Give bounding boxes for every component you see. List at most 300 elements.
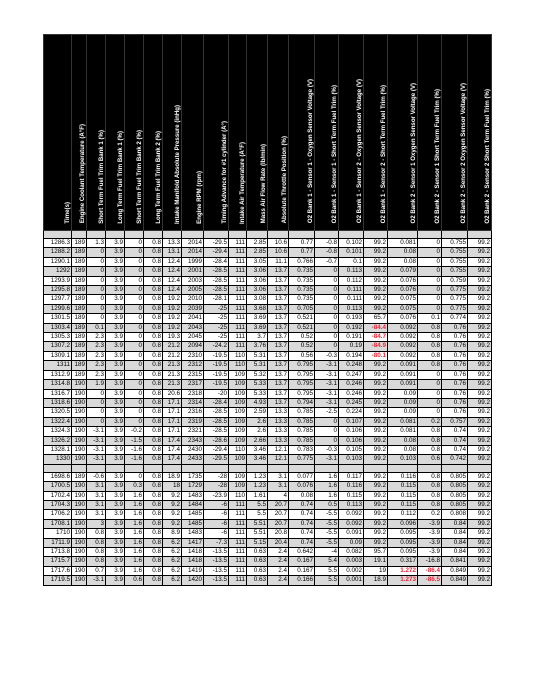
table-cell: 99.2	[468, 427, 492, 436]
table-cell: 1700.5	[44, 482, 72, 491]
table-cell: 0.091	[388, 370, 418, 379]
table-cell: 0.075	[388, 304, 418, 313]
table-cell: 99.2	[364, 286, 388, 295]
table-cell: 1288.2	[44, 248, 72, 257]
table-cell: 13.7	[268, 389, 289, 398]
table-cell: 0.849	[442, 576, 468, 585]
table-cell: 0.8	[144, 267, 163, 276]
table-cell: 13.7	[268, 342, 289, 351]
table-cell: 2.4	[268, 576, 289, 585]
table-cell: 0.113	[339, 304, 364, 313]
table-cell: 3.9	[106, 351, 125, 360]
table-cell: 99.2	[468, 314, 492, 323]
table-cell: 2039	[182, 304, 204, 313]
table-cell: 0	[87, 389, 106, 398]
table-row	[44, 370, 492, 379]
table-cell: 2318	[182, 389, 204, 398]
table-cell: 0.77	[289, 248, 315, 257]
table-cell: -13.5	[204, 576, 229, 585]
table-cell: 0.8	[144, 566, 163, 575]
table-cell: 190	[72, 482, 87, 491]
table-cell: 20.7	[268, 510, 289, 519]
table-cell: 3.76	[247, 342, 268, 351]
table-cell: 99.2	[364, 455, 388, 464]
table-cell: 3.9	[106, 314, 125, 323]
table-cell: 17.4	[163, 436, 182, 445]
table-cell: 2043	[182, 323, 204, 332]
table-cell: 1309.1	[44, 351, 72, 360]
table-cell: 0.111	[339, 286, 364, 295]
separator-cell	[388, 231, 418, 239]
table-cell: 0	[315, 323, 339, 332]
table-cell: 6.2	[163, 538, 182, 547]
table-cell: 0.079	[388, 267, 418, 276]
table-cell: 3.69	[247, 323, 268, 332]
table-cell: 0.735	[289, 286, 315, 295]
table-cell: 13.3	[268, 417, 289, 426]
column-header	[125, 35, 144, 231]
table-cell: 0.5	[315, 500, 339, 509]
table-cell: 0.785	[289, 436, 315, 445]
table-cell: 10.6	[268, 248, 289, 257]
table-cell: -0.6	[87, 472, 106, 481]
table-cell: -5.5	[315, 519, 339, 528]
table-cell: -3.9	[418, 538, 442, 547]
table-cell: -3.1	[87, 436, 106, 445]
column-header-label: O2 Bank 1 - Sensor 1 - Oxygen Sensor Voltage (V)	[307, 79, 314, 224]
separator-cell	[364, 231, 388, 239]
table-cell: 9.2	[163, 510, 182, 519]
table-cell: 5.32	[247, 370, 268, 379]
table-cell: 0	[125, 408, 144, 417]
table-cell: 99.2	[364, 445, 388, 454]
table-cell: 0.785	[289, 417, 315, 426]
table-cell: 2.66	[247, 436, 268, 445]
table-cell: 99.2	[468, 500, 492, 509]
column-header-label: Absolute Throttle Position (%)	[281, 136, 288, 224]
table-row	[44, 538, 492, 547]
table-cell: 2.3	[87, 351, 106, 360]
table-cell: 13.7	[268, 333, 289, 342]
table-cell: 0.6	[418, 455, 442, 464]
table-cell: 2433	[182, 455, 204, 464]
table-cell: 0	[315, 304, 339, 313]
table-cell: 2316	[182, 408, 204, 417]
table-cell: -6	[204, 519, 229, 528]
table-cell: 0.74	[442, 445, 468, 454]
table-cell: 0	[418, 380, 442, 389]
table-cell: 111	[229, 276, 247, 285]
table-cell: 1704.3	[44, 500, 72, 509]
table-cell: 0	[125, 323, 144, 332]
table-cell: 0.775	[289, 455, 315, 464]
table-cell: 0.8	[144, 445, 163, 454]
table-cell: 1322.4	[44, 417, 72, 426]
table-cell: 0.7	[87, 566, 106, 575]
table-cell: 19.2	[163, 314, 182, 323]
table-cell: 2.6	[247, 427, 268, 436]
table-cell: 21.3	[163, 361, 182, 370]
table-cell: 99.2	[364, 276, 388, 285]
table-cell: 4.93	[247, 398, 268, 407]
table-cell: 2041	[182, 314, 204, 323]
table-cell: 99.2	[468, 295, 492, 304]
table-cell: 0.795	[289, 380, 315, 389]
table-cell: 189	[72, 342, 87, 351]
table-cell: 111	[229, 286, 247, 295]
table-cell: 0.09	[339, 538, 364, 547]
table-cell: 6.2	[163, 557, 182, 566]
table-cell: 111	[229, 239, 247, 248]
table-cell: 0.775	[442, 286, 468, 295]
table-cell: 99.2	[468, 370, 492, 379]
table-cell: 99.2	[364, 500, 388, 509]
column-header-label: O2 Bank 1 - Sensor 1 - Short Term Fuel Trim (%)	[331, 85, 338, 224]
separator-cell	[44, 231, 72, 239]
separator-cell	[87, 464, 106, 472]
table-cell: -28.4	[204, 398, 229, 407]
table-cell: 0.84	[442, 529, 468, 538]
table-cell: 1999	[182, 257, 204, 266]
table-cell: 0.076	[388, 286, 418, 295]
column-header	[204, 35, 229, 231]
table-cell: 12.4	[163, 267, 182, 276]
table-cell: 1318.6	[44, 398, 72, 407]
table-cell: 99.2	[468, 482, 492, 491]
table-cell: 1293.9	[44, 276, 72, 285]
separator-cell	[106, 464, 125, 472]
table-cell: 0.8	[144, 248, 163, 257]
table-cell: 0.317	[388, 557, 418, 566]
table-cell: 2319	[182, 417, 204, 426]
table-cell: 0.001	[339, 576, 364, 585]
table-cell: 1485	[182, 519, 204, 528]
table-cell: 2.4	[268, 566, 289, 575]
table-cell: 99.2	[364, 304, 388, 313]
table-cell: 0	[125, 351, 144, 360]
table-cell: 0.76	[442, 370, 468, 379]
table-cell: 99.2	[364, 389, 388, 398]
table-cell: 189	[72, 351, 87, 360]
table-cell: 2045	[182, 333, 204, 342]
table-cell: 3.9	[106, 566, 125, 575]
column-header-label: Time(s)	[64, 202, 71, 224]
table-cell: 0.755	[442, 248, 468, 257]
table-cell: 111	[229, 519, 247, 528]
table-cell: 2317	[182, 380, 204, 389]
table-cell: 99.2	[364, 398, 388, 407]
table-cell: 17.1	[163, 417, 182, 426]
table-row	[44, 398, 492, 407]
table-cell: 190	[72, 427, 87, 436]
table-row	[44, 267, 492, 276]
table-cell: 0.8	[144, 519, 163, 528]
table-cell: 190	[72, 389, 87, 398]
table-row	[44, 380, 492, 389]
table-cell: 2.3	[87, 370, 106, 379]
table-cell: 13.7	[268, 380, 289, 389]
table-cell: 99.2	[364, 417, 388, 426]
table-cell: 99.2	[468, 548, 492, 557]
table-cell: 99.2	[364, 529, 388, 538]
table-cell: 1307.2	[44, 342, 72, 351]
table-cell: 0.101	[339, 248, 364, 257]
table-cell: 0	[418, 408, 442, 417]
table-cell: 0.8	[144, 576, 163, 585]
table-cell: 0.8	[144, 295, 163, 304]
table-cell: 99.2	[468, 333, 492, 342]
table-cell: 1.61	[247, 491, 268, 500]
table-cell: 0.8	[418, 427, 442, 436]
table-cell: -0.8	[315, 248, 339, 257]
table-cell: -19.5	[204, 361, 229, 370]
table-row	[44, 248, 492, 257]
table-row	[44, 491, 492, 500]
table-cell: 95.7	[364, 548, 388, 557]
table-cell: -3.1	[87, 455, 106, 464]
table-cell: 0.09	[388, 398, 418, 407]
table-cell: -28.5	[204, 427, 229, 436]
table-cell: 3.9	[106, 333, 125, 342]
table-cell: 0.091	[388, 361, 418, 370]
table-cell: -3.1	[315, 389, 339, 398]
table-cell: 10.6	[268, 239, 289, 248]
table-cell: 0.755	[442, 267, 468, 276]
table-cell: 0	[315, 427, 339, 436]
table-cell: 13.7	[268, 370, 289, 379]
table-cell: 3.9	[106, 500, 125, 509]
table-cell: 0	[125, 389, 144, 398]
table-cell: 0	[125, 342, 144, 351]
table-cell: 12.1	[268, 455, 289, 464]
table-cell: -19.5	[204, 351, 229, 360]
table-cell: 3.9	[106, 380, 125, 389]
table-cell: 0.167	[289, 566, 315, 575]
table-cell: 0.841	[442, 557, 468, 566]
table-cell: 0.52	[289, 342, 315, 351]
table-cell: 99.2	[364, 408, 388, 417]
table-cell: 99.2	[468, 380, 492, 389]
table-cell: 0	[315, 295, 339, 304]
table-cell: 13.3	[268, 436, 289, 445]
table-cell: 1418	[182, 548, 204, 557]
table-cell: 189	[72, 286, 87, 295]
table-cell: 3.9	[106, 538, 125, 547]
table-cell: 0.8	[418, 491, 442, 500]
table-cell: 1.3	[87, 239, 106, 248]
table-cell: 99.2	[364, 257, 388, 266]
separator-cell	[204, 231, 229, 239]
table-cell: 12.4	[163, 276, 182, 285]
table-cell: 0.74	[289, 538, 315, 547]
table-cell: 0.08	[388, 436, 418, 445]
table-cell: 0.735	[289, 295, 315, 304]
separator-row	[44, 231, 492, 239]
table-cell: 0.095	[388, 548, 418, 557]
table-cell: 0.111	[339, 295, 364, 304]
table-cell: 0	[125, 257, 144, 266]
table-cell: -13.5	[204, 557, 229, 566]
table-cell: 99.2	[468, 361, 492, 370]
table-cell: -29.4	[204, 445, 229, 454]
table-cell: 0	[418, 257, 442, 266]
table-cell: 1.6	[125, 566, 144, 575]
table-row	[44, 286, 492, 295]
table-cell: -5.5	[315, 510, 339, 519]
table-cell: 13.7	[268, 398, 289, 407]
table-cell: 0.8	[144, 389, 163, 398]
table-cell: 0	[87, 408, 106, 417]
table-cell: 1324.3	[44, 427, 72, 436]
table-cell: 0.8	[144, 333, 163, 342]
table-cell: -29.5	[204, 455, 229, 464]
table-cell: 0.1	[418, 314, 442, 323]
table-cell: 0	[315, 314, 339, 323]
table-row	[44, 257, 492, 266]
table-cell: 0.76	[442, 398, 468, 407]
table-row	[44, 408, 492, 417]
column-header-label: Intake Air Temperature (Â°F)	[239, 141, 246, 224]
table-cell: 21.2	[163, 351, 182, 360]
table-cell: 3.1	[268, 472, 289, 481]
table-cell: 0.8	[144, 351, 163, 360]
table-cell: 0.076	[289, 482, 315, 491]
table-cell: 0.096	[388, 519, 418, 528]
table-cell: 0.115	[388, 482, 418, 491]
table-cell: -29.4	[204, 248, 229, 257]
table-cell: -13.5	[204, 566, 229, 575]
table-cell: 0.8	[87, 557, 106, 566]
table-cell: 13.7	[268, 314, 289, 323]
table-cell: 13.7	[268, 361, 289, 370]
table-cell: 1303.4	[44, 323, 72, 332]
table-cell: 3.1	[87, 510, 106, 519]
table-cell: 0.193	[339, 314, 364, 323]
table-cell: 99.2	[468, 538, 492, 547]
table-cell: 99.2	[468, 398, 492, 407]
table-cell: 1297.7	[44, 295, 72, 304]
table-cell: 111	[229, 314, 247, 323]
table-row	[44, 389, 492, 398]
column-header	[229, 35, 247, 231]
table-cell: 0.8	[87, 529, 106, 538]
table-cell: 99.2	[468, 286, 492, 295]
separator-cell	[144, 231, 163, 239]
table-cell: 3.9	[106, 445, 125, 454]
table-cell: 0.8	[418, 323, 442, 332]
table-cell: 189	[72, 276, 87, 285]
table-cell: 2010	[182, 295, 204, 304]
table-cell: 17.1	[163, 408, 182, 417]
table-cell: 21.2	[163, 342, 182, 351]
table-cell: 109	[229, 417, 247, 426]
column-header-label: O2 Bank 2 - Sensor 2 Oxygen Sensor Voltage (V)	[460, 83, 467, 224]
column-header-label: Engine Coolant Temperature (Â°F)	[79, 124, 86, 224]
table-cell: 0.785	[289, 408, 315, 417]
separator-cell	[418, 464, 442, 472]
separator-cell	[364, 464, 388, 472]
table-cell: -1.6	[125, 455, 144, 464]
table-cell: 3.9	[106, 267, 125, 276]
table-cell: 1295.8	[44, 286, 72, 295]
table-cell: 0.735	[289, 267, 315, 276]
table-cell: 0.742	[442, 455, 468, 464]
table-cell: 0	[87, 248, 106, 257]
table-cell: 99.2	[364, 472, 388, 481]
table-cell: 0.805	[442, 491, 468, 500]
table-cell: 0.84	[442, 548, 468, 557]
table-cell: 3.9	[106, 436, 125, 445]
table-cell: 3.06	[247, 276, 268, 285]
table-cell: 0.8	[144, 548, 163, 557]
table-cell: 9.2	[163, 519, 182, 528]
column-header	[268, 35, 289, 231]
column-header	[315, 35, 339, 231]
table-cell: 0.63	[247, 557, 268, 566]
table-cell: 0	[315, 417, 339, 426]
table-cell: 0.8	[144, 304, 163, 313]
table-cell: 190	[72, 548, 87, 557]
table-cell: 6.2	[163, 576, 182, 585]
table-cell: -28.1	[204, 295, 229, 304]
table-cell: 2005	[182, 286, 204, 295]
table-cell: 190	[72, 380, 87, 389]
table-cell: 1.23	[247, 472, 268, 481]
table-cell: 0.8	[144, 380, 163, 389]
table-cell: 111	[229, 500, 247, 509]
table-cell: 0.76	[442, 408, 468, 417]
table-cell: 3.1	[87, 482, 106, 491]
table-row	[44, 427, 492, 436]
table-cell: 189	[72, 370, 87, 379]
table-cell: 111	[229, 576, 247, 585]
table-cell: 5.15	[247, 538, 268, 547]
table-cell: -29.5	[204, 239, 229, 248]
table-cell: -25	[204, 323, 229, 332]
table-cell: -86.4	[418, 566, 442, 575]
table-cell: 99.2	[364, 436, 388, 445]
table-cell: 13.3	[268, 427, 289, 436]
table-cell: -3.9	[418, 548, 442, 557]
table-cell: 0.2	[418, 417, 442, 426]
table-cell: 0.077	[289, 472, 315, 481]
table-cell: 1.6	[125, 538, 144, 547]
table-cell: 99.2	[468, 576, 492, 585]
table-cell: 0.808	[442, 510, 468, 519]
table-cell: 0	[87, 295, 106, 304]
table-cell: 21.3	[163, 380, 182, 389]
table-cell: 20.6	[163, 389, 182, 398]
table-cell: -0.3	[315, 351, 339, 360]
table-cell: 0.8	[144, 427, 163, 436]
table-cell: 0.246	[339, 389, 364, 398]
table-cell: 0.081	[388, 239, 418, 248]
table-cell: 189	[72, 314, 87, 323]
separator-cell	[182, 464, 204, 472]
table-cell: 111	[229, 333, 247, 342]
separator-cell	[125, 464, 144, 472]
table-cell: 0.8	[144, 510, 163, 519]
table-cell: -1.6	[125, 445, 144, 454]
table-cell: 2321	[182, 427, 204, 436]
table-cell: 1292	[44, 267, 72, 276]
table-cell: 1711.9	[44, 538, 72, 547]
table-cell: 0	[87, 417, 106, 426]
table-cell: 0	[87, 286, 106, 295]
table-cell: 99.2	[468, 436, 492, 445]
table-cell: 0.783	[289, 445, 315, 454]
table-cell: 111	[229, 566, 247, 575]
